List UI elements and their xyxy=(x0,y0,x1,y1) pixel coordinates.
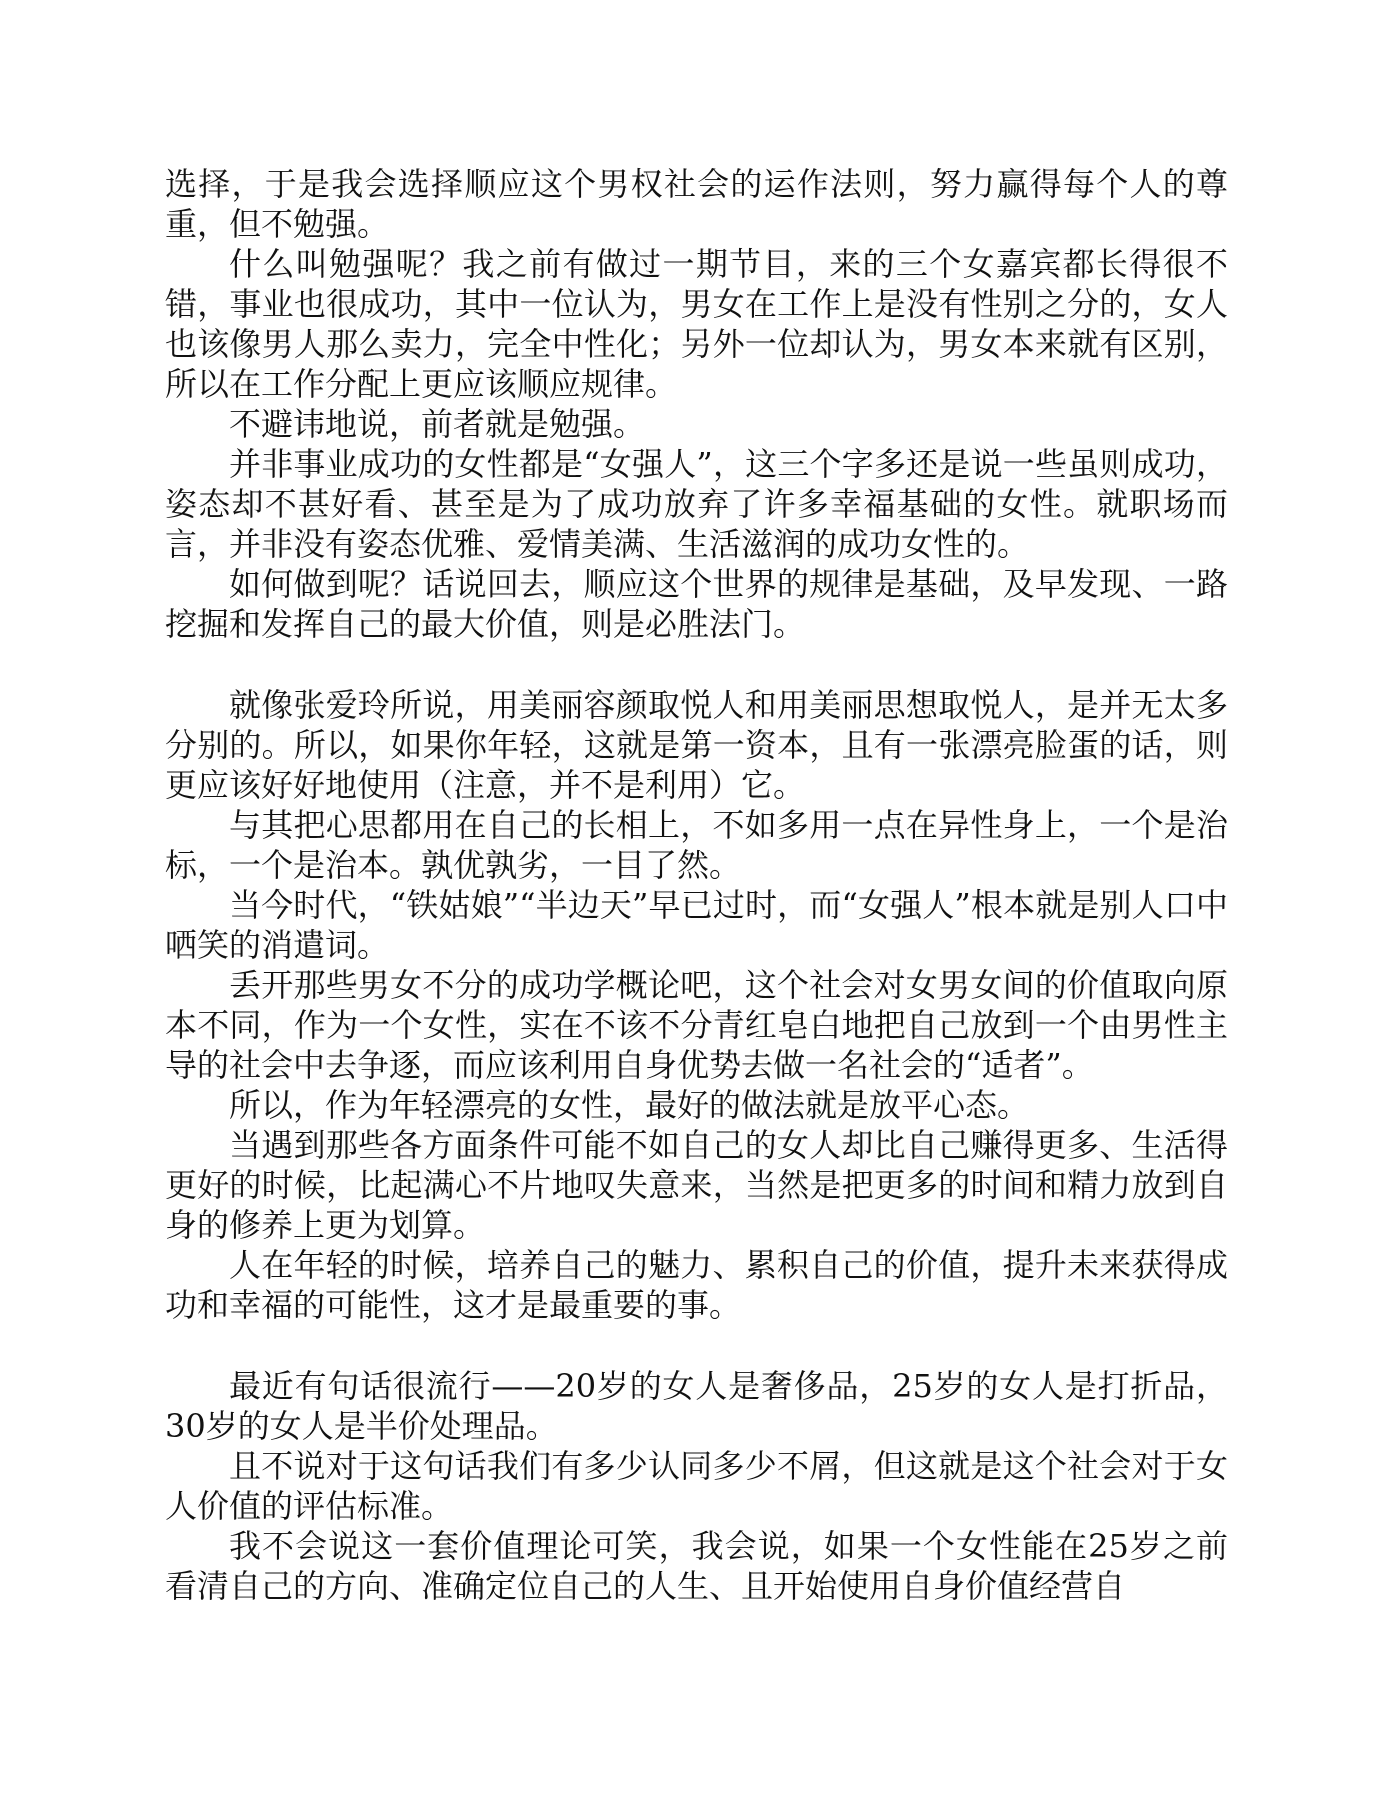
paragraph: 当遇到那些各方面条件可能不如自己的女人却比自己赚得更多、生活得更好的时候，比起满心不片地叹失意来，当然是把更多的时间和精力放到自身的修养上更为划算。 xyxy=(165,1126,1228,1244)
paragraph: 我不会说这一套价值理论可笑，我会说，如果一个女性能在25岁之前看清自己的方向、准确定位自己的人生、且开始使用自身价值经营自 xyxy=(165,1527,1228,1605)
paragraph: 所以，作为年轻漂亮的女性，最好的做法就是放平心态。 xyxy=(229,1086,1030,1124)
paragraph: 并非事业成功的女性都是“女强人”，这三个字多还是说一些虽则成功，姿态却不甚好看、甚至是为了成功放弃了许多幸福基础的女性。就职场而言，并非没有姿态优雅、爱情美满、生活滋润的成功女性的。 xyxy=(165,445,1228,563)
paragraph: 与其把心思都用在自己的长相上，不如多用一点在异性身上，一个是治标，一个是治本。孰优孰劣，一目了然。 xyxy=(165,806,1228,884)
paragraph: 不避讳地说，前者就是勉强。 xyxy=(229,405,646,443)
paragraph-continued: 选择，于是我会选择顺应这个男权社会的运作法则，努力赢得每个人的尊重，但不勉强。 xyxy=(165,165,1228,243)
paragraph: 什么叫勉强呢？我之前有做过一期节目，来的三个女嘉宾都长得很不错，事业也很成功，其中一位认为，男女在工作上是没有性别之分的，女人也该像男人那么卖力，完全中性化；另外一位却认为，男女本来就有区别，所以在工作分配上更应该顺应规律。 xyxy=(165,245,1228,403)
document-page xyxy=(165,164,1228,1606)
paragraph: 且不说对于这句话我们有多少认同多少不屑，但这就是这个社会对于女人价值的评估标准。 xyxy=(165,1447,1228,1525)
paragraph: 丢开那些男女不分的成功学概论吧，这个社会对女男女间的价值取向原本不同，作为一个女性，实在不该不分青红皂白地把自己放到一个由男性主导的社会中去争逐，而应该利用自身优势去做一名社会的“适者”。 xyxy=(165,966,1228,1084)
paragraph: 最近有句话很流行——20岁的女人是奢侈品，25岁的女人是打折品，30岁的女人是半价处理品。 xyxy=(165,1367,1228,1445)
paragraph: 如何做到呢？话说回去，顺应这个世界的规律是基础，及早发现、一路挖掘和发挥自己的最大价值，则是必胜法门。 xyxy=(165,565,1228,643)
paragraph: 就像张爱玲所说，用美丽容颜取悦人和用美丽思想取悦人，是并无太多分别的。所以，如果你年轻，这就是第一资本，且有一张漂亮脸蛋的话，则更应该好好地使用（注意，并不是利用）它。 xyxy=(165,686,1228,804)
paragraph: 人在年轻的时候，培养自己的魅力、累积自己的价值，提升未来获得成功和幸福的可能性，这才是最重要的事。 xyxy=(165,1246,1228,1324)
section-break xyxy=(165,644,1228,685)
paragraph: 当今时代，“铁姑娘”“半边天”早已过时，而“女强人”根本就是别人口中哂笑的消遣词。 xyxy=(165,886,1228,964)
section-break xyxy=(165,1325,1228,1366)
